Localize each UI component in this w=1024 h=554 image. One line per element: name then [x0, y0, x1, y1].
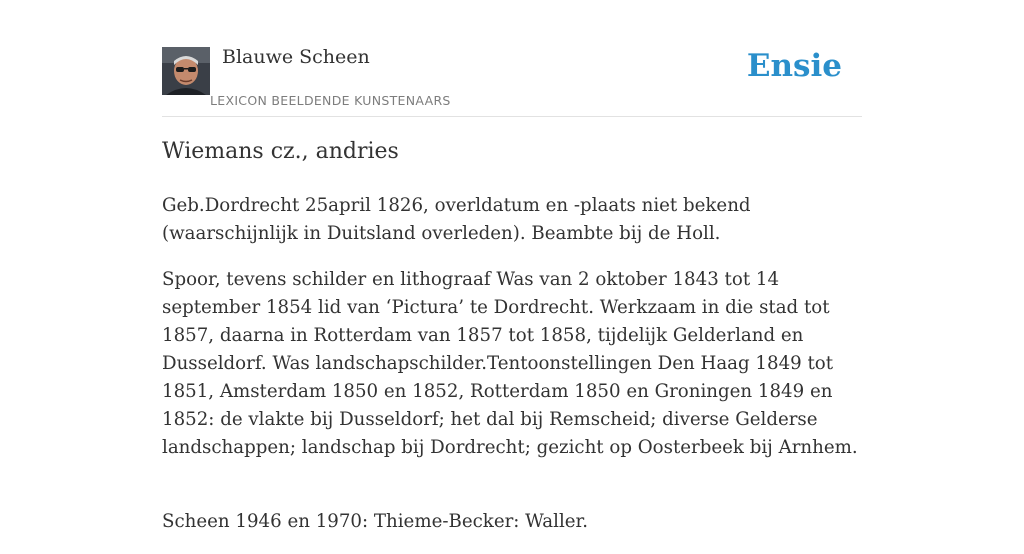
paragraph-spacer [162, 480, 862, 508]
article-title: Wiemans cz., andries [162, 139, 399, 164]
author-avatar[interactable] [162, 47, 210, 95]
article-body [162, 192, 862, 554]
article-paragraph: Spoor, tevens schilder en lithograaf Was van 2 oktober 1843 tot 14 september 1854 lid van ‘Pictura’ te Dordrecht. Werkzaam in die stad tot 1857, daarna in Rotterdam van 1857 tot 1858, tijdelijk Gelderland en Dusseldorf. Was landschapschilder.Tentoonstellingen Den Haag 1849 tot 1851, Amsterdam 1850 en 1852, Rotterdam 1850 en Groningen 1849 en 1852: de vlakte bij Dusseldorf; het dal bij Remscheid; diverse Gelderse landschappen; landschap bij Dordrecht; gezicht op Oosterbeek bij Arnhem. [162, 269, 858, 458]
page-header [162, 0, 862, 117]
author-name-link[interactable]: Blauwe Scheen [222, 46, 370, 68]
article-paragraph: Scheen 1946 en 1970: Thieme-Becker: Waller. [162, 511, 589, 532]
avatar-photo [162, 47, 210, 95]
brand-logo[interactable]: Ensie [746, 48, 842, 84]
article-paragraph: Geb.Dordrecht 25april 1826, overldatum en -plaats niet bekend (waarschijnlijk in Duitsland overleden). Beambte bij de Holl. [162, 195, 751, 244]
collection-label[interactable]: LEXICON BEELDENDE KUNSTENAARS [210, 93, 451, 108]
